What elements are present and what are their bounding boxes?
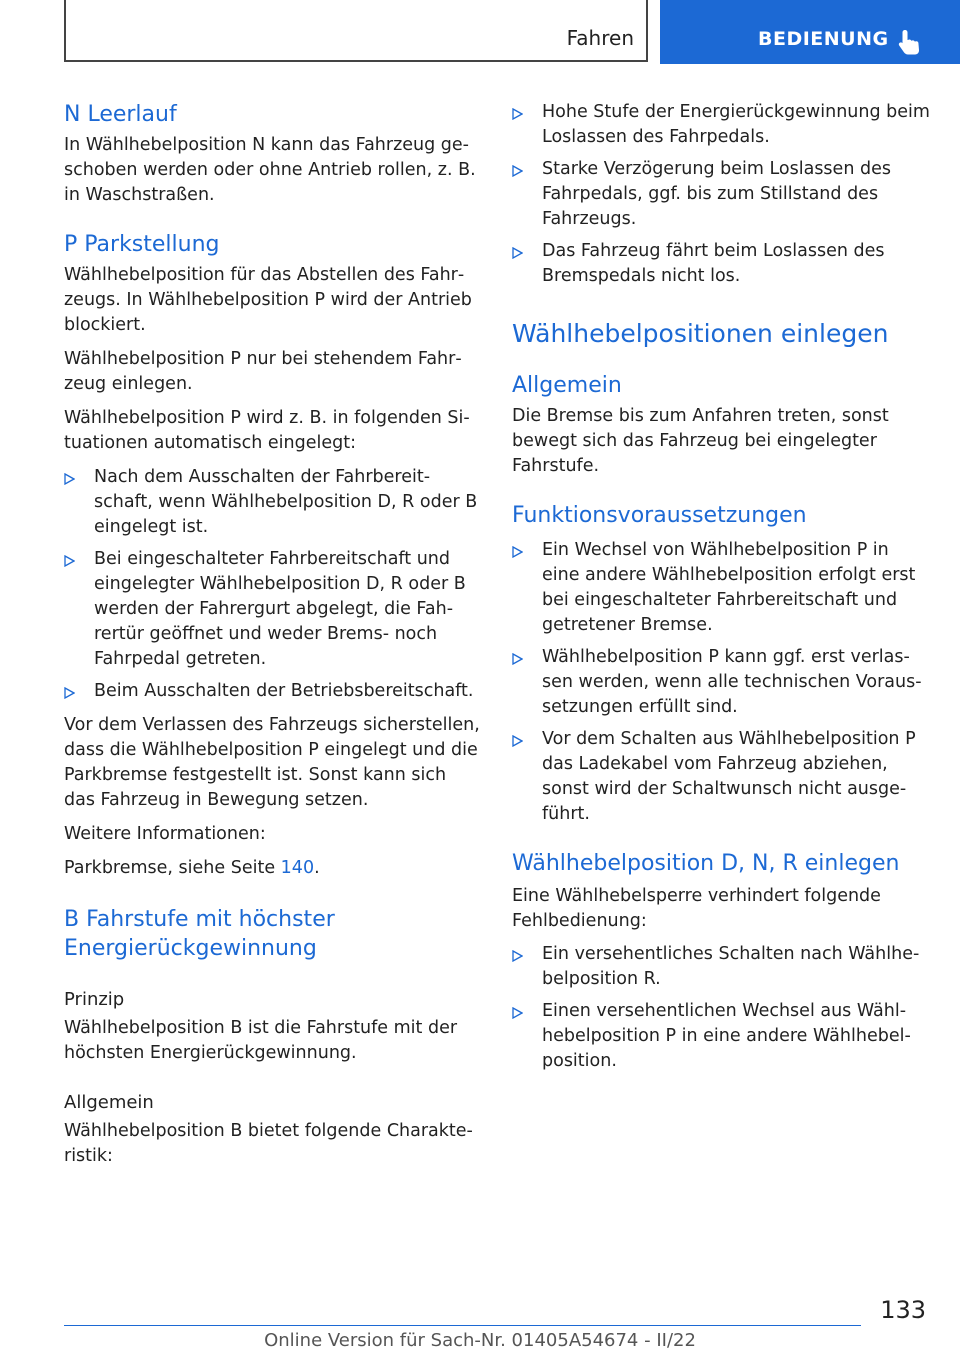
section-title-dnr-einlegen: Wählhebelposition D, N, R einlegen xyxy=(512,851,900,876)
list-item-text: Hohe Stufe der Energierückgewinnung beim Loslassen des Fahrpedals. xyxy=(542,102,930,147)
triangle-bullet-icon xyxy=(512,735,523,747)
header-chapter-label: BEDIENUNG xyxy=(758,28,889,50)
subheading-prinzip: Prinzip xyxy=(64,989,125,1010)
list-item xyxy=(512,727,930,827)
section-title-p-parkstellung: P Parkstellung xyxy=(64,232,220,257)
hand-pointer-icon xyxy=(896,28,922,56)
triangle-bullet-icon xyxy=(64,687,75,699)
subheading-allgemein: Allgemein xyxy=(64,1092,154,1113)
list-item-text: Beim Ausschalten der Betriebsbereitschaft. xyxy=(94,681,474,701)
list-item-text: Bei eingeschalteter Fahrbereitschaft und eingelegter Wählhebelposition D, R oder B werden der Fahrergurt abgelegt, die Fahrertür geöffnet und weder Brems- noch Fahrpedal getreten. xyxy=(94,549,466,669)
list-item-text: Starke Verzögerung beim Loslassen des Fahrpedals, ggf. bis zum Stillstand des Fahrzeugs. xyxy=(542,159,891,229)
list-item xyxy=(64,679,482,704)
paragraph-allgemein: Die Bremse bis zum Anfahren treten, sonst bewegt sich das Fahrzeug bei eingelegter Fahrstufe. xyxy=(512,406,889,476)
list-item xyxy=(512,645,930,720)
list-item-text: Das Fahrzeug fährt beim Loslassen des Bremspedals nicht los. xyxy=(542,241,885,286)
list-item xyxy=(512,239,930,289)
paragraph-p-1: Wählhebelposition für das Abstellen des Fahrzeugs. In Wählhebelposition P wird der Antrieb blockiert. xyxy=(64,265,472,335)
reference-end: . xyxy=(314,858,320,878)
section-title-allgemein: Allgemein xyxy=(512,373,622,398)
section-title-b-fahrstufe xyxy=(64,905,482,963)
paragraph-n-leerlauf: In Wählhebelposition N kann das Fahrzeug geschoben werden oder ohne Antrieb rollen, z. B. in Waschstraßen. xyxy=(64,135,476,205)
section-title-waehlhebelpositionen: Wählhebelpositionen einlegen xyxy=(512,319,889,348)
list-item-text: Ein Wechsel von Wählhebelposition P in eine andere Wählhebelposition erfolgt erst bei eingeschalteter Fahrbereitschaft und getretener Bremse. xyxy=(542,540,916,635)
paragraph-dnr: Eine Wählhebelsperre verhindert folgende Fehlbedienung: xyxy=(512,886,881,931)
triangle-bullet-icon xyxy=(512,546,523,558)
paragraph-p-2: Wählhebelposition P nur bei stehendem Fahrzeug einlegen. xyxy=(64,349,462,394)
header-section-title: Fahren xyxy=(566,26,634,50)
section-title-n-leerlauf: N Leerlauf xyxy=(64,102,177,127)
section-title-b-line1: B Fahrstufe mit höchster xyxy=(64,907,335,932)
triangle-bullet-icon xyxy=(512,950,523,962)
fv-bullet-list xyxy=(512,538,930,827)
list-item-text: Ein versehentliches Schalten nach Wählhebelposition R. xyxy=(542,944,920,989)
triangle-bullet-icon xyxy=(512,108,523,120)
section-title-b-line2: Energierückgewinnung xyxy=(64,936,317,961)
triangle-bullet-icon xyxy=(512,165,523,177)
list-item xyxy=(512,999,930,1074)
page-number: 133 xyxy=(880,1296,926,1324)
triangle-bullet-icon xyxy=(64,473,75,485)
paragraph-p-4: Vor dem Verlassen des Fahrzeugs sicherstellen, dass die Wählhebelposition P eingelegt und die Parkbremse festgestellt ist. Sonst kann sich das Fahrzeug in Bewegung setzen. xyxy=(64,715,480,810)
right-column xyxy=(512,100,930,1074)
header-left-frame xyxy=(64,0,648,62)
paragraph-p-5: Weitere Informationen: xyxy=(64,824,266,844)
paragraph-p-3: Wählhebelposition P wird z. B. in folgenden Situationen automatisch eingelegt: xyxy=(64,408,470,453)
triangle-bullet-icon xyxy=(64,555,75,567)
list-item-text: Nach dem Ausschalten der Fahrbereitschaft, wenn Wählhebelposition D, R oder B eingelegt ist. xyxy=(94,467,478,537)
list-item-text: Wählhebelposition P kann ggf. erst verlassen werden, wenn alle technischen Voraussetzungen erfüllt sind. xyxy=(542,647,922,717)
list-item xyxy=(64,547,482,672)
triangle-bullet-icon xyxy=(512,247,523,259)
footer-version-text: Online Version für Sach-Nr. 01405A54674 - II/22 xyxy=(264,1330,696,1351)
reference-text: Parkbremse, siehe Seite xyxy=(64,858,281,878)
list-item-text: Vor dem Schalten aus Wählhebelposition P das Ladekabel vom Fahrzeug abziehen, sonst wird der Schaltwunsch nicht ausgeführt. xyxy=(542,729,916,824)
triangle-bullet-icon xyxy=(512,1007,523,1019)
paragraph-prinzip: Wählhebelposition B ist die Fahrstufe mit der höchsten Energierückgewinnung. xyxy=(64,1018,458,1063)
paragraph-p-ref xyxy=(64,856,482,881)
page-reference-link[interactable]: 140 xyxy=(280,858,315,878)
header-chapter-tab[interactable] xyxy=(660,0,960,64)
paragraph-b-allgemein: Wählhebelposition B bietet folgende Charakteristik: xyxy=(64,1121,473,1166)
footer-divider xyxy=(64,1325,861,1326)
list-item xyxy=(512,538,930,638)
list-item xyxy=(512,942,930,992)
left-column xyxy=(64,100,482,1169)
triangle-bullet-icon xyxy=(512,653,523,665)
section-title-funktionsvoraussetzungen: Funktionsvoraussetzungen xyxy=(512,503,807,528)
dnr-bullet-list xyxy=(512,942,930,1074)
list-item xyxy=(64,465,482,540)
list-item-text: Einen versehentlichen Wechsel aus Wählhebelposition P in eine andere Wählhebelposition. xyxy=(542,1001,911,1071)
p-bullet-list xyxy=(64,465,482,704)
list-item xyxy=(512,157,930,232)
list-item xyxy=(512,100,930,150)
b-bullet-list xyxy=(512,100,930,289)
